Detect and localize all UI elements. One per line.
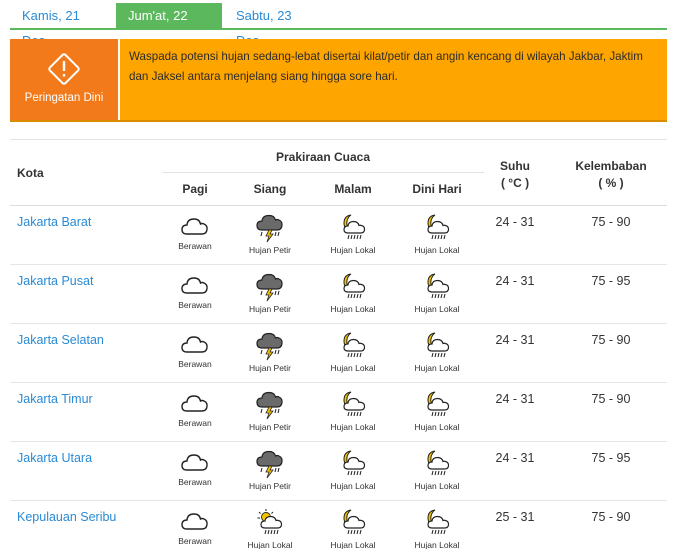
forecast-cell-siang — [230, 272, 310, 314]
forecast-label: Hujan Petir — [248, 422, 292, 432]
temperature-value: 25 - 31 — [495, 510, 535, 524]
tab-sabtu[interactable]: Sabtu, 23 — [236, 8, 292, 23]
humidity-value: 75 - 95 — [591, 451, 631, 465]
forecast-cell-malam — [313, 272, 393, 314]
forecast-cell-malam — [313, 213, 393, 255]
forecast-cell-pagi — [155, 272, 235, 310]
city-link[interactable]: Jakarta Barat — [17, 215, 92, 229]
moon-rain-icon — [397, 508, 477, 538]
temperature-value: 24 - 31 — [495, 451, 535, 465]
forecast-label: Hujan Lokal — [247, 540, 293, 549]
forecast-cell-pagi — [155, 508, 235, 546]
thunderstorm-icon — [230, 272, 310, 302]
city-link[interactable]: Jakarta Pusat — [17, 274, 94, 288]
forecast-label: Hujan Petir — [248, 245, 292, 255]
forecast-cell-siang — [230, 508, 310, 549]
early-warning-banner — [10, 39, 667, 122]
cloudy-icon — [155, 272, 235, 298]
header-prakiraan: Prakiraan Cuaca — [275, 150, 371, 164]
forecast-cell-dini-hari — [397, 213, 477, 255]
forecast-cell-siang — [230, 213, 310, 255]
header-kelembaban-label: Kelembaban — [575, 159, 647, 173]
table-header — [10, 140, 667, 206]
table-row — [10, 206, 667, 265]
moon-rain-icon — [397, 213, 477, 243]
forecast-cell-dini-hari — [397, 331, 477, 373]
forecast-label: Hujan Lokal — [414, 245, 460, 255]
thunderstorm-icon — [230, 331, 310, 361]
forecast-label: Hujan Lokal — [330, 422, 376, 432]
forecast-cell-malam — [313, 508, 393, 549]
moon-rain-icon — [313, 213, 393, 243]
cloudy-icon — [155, 390, 235, 416]
header-kelembaban — [566, 158, 656, 192]
warning-label: Peringatan Dini — [24, 92, 104, 104]
forecast-cell-siang — [230, 449, 310, 491]
humidity-value: 75 - 90 — [591, 215, 631, 229]
thunderstorm-icon — [230, 213, 310, 243]
temperature-value: 24 - 31 — [495, 215, 535, 229]
moon-rain-icon — [397, 331, 477, 361]
temperature-value: 24 - 31 — [495, 392, 535, 406]
forecast-label: Hujan Lokal — [414, 540, 460, 549]
sun-rain-icon — [230, 508, 310, 538]
forecast-cell-siang — [230, 390, 310, 432]
header-dini-hari: Dini Hari — [412, 182, 462, 196]
forecast-cell-malam — [313, 331, 393, 373]
thunderstorm-icon — [230, 390, 310, 420]
forecast-label: Berawan — [178, 241, 212, 251]
forecast-label: Hujan Petir — [248, 363, 292, 373]
table-row — [10, 501, 667, 549]
forecast-label: Hujan Lokal — [414, 422, 460, 432]
moon-rain-icon — [313, 331, 393, 361]
humidity-value: 75 - 90 — [591, 333, 631, 347]
forecast-cell-malam — [313, 390, 393, 432]
forecast-cell-dini-hari — [397, 272, 477, 314]
forecast-label: Berawan — [178, 477, 212, 487]
table-row — [10, 442, 667, 501]
header-malam: Malam — [334, 182, 372, 196]
tab-jumat[interactable]: Jum'at, 22 — [116, 3, 222, 28]
cloudy-icon — [155, 213, 235, 239]
moon-rain-icon — [397, 449, 477, 479]
header-kota: Kota — [17, 166, 44, 180]
forecast-label: Berawan — [178, 359, 212, 369]
forecast-label: Hujan Lokal — [330, 481, 376, 491]
header-suhu-label: Suhu — [500, 159, 530, 173]
forecast-label: Hujan Lokal — [330, 540, 376, 549]
tab-kamis[interactable]: Kamis, 21 — [22, 8, 80, 23]
cloudy-icon — [155, 508, 235, 534]
city-link[interactable]: Kepulauan Seribu — [17, 510, 117, 524]
warning-text: Waspada potensi hujan sedang-lebat disertai kilat/petir dan angin kencang di wilayah Jakbar, Jaktim dan Jaksel antara menjelang siang hingga sore hari. — [129, 50, 643, 83]
forecast-label: Berawan — [178, 300, 212, 310]
header-kelembaban-unit: ( % ) — [598, 176, 624, 190]
forecast-label: Hujan Petir — [248, 481, 292, 491]
moon-rain-icon — [313, 272, 393, 302]
divider — [118, 39, 120, 120]
forecast-cell-dini-hari — [397, 449, 477, 491]
forecast-label: Hujan Lokal — [330, 245, 376, 255]
forecast-table — [10, 139, 667, 549]
thunderstorm-icon — [230, 449, 310, 479]
table-row — [10, 383, 667, 442]
warning-label-box — [10, 39, 118, 120]
city-link[interactable]: Jakarta Selatan — [17, 333, 104, 347]
forecast-label: Berawan — [178, 418, 212, 428]
header-siang: Siang — [253, 182, 287, 196]
header-suhu — [475, 158, 555, 192]
forecast-cell-pagi — [155, 390, 235, 428]
city-link[interactable]: Jakarta Utara — [17, 451, 93, 465]
warning-icon — [46, 51, 82, 87]
forecast-label: Hujan Lokal — [414, 363, 460, 373]
forecast-label: Hujan Lokal — [414, 481, 460, 491]
humidity-value: 75 - 90 — [591, 392, 631, 406]
day-tabs — [10, 3, 667, 30]
cloudy-icon — [155, 331, 235, 357]
forecast-cell-pagi — [155, 449, 235, 487]
humidity-value: 75 - 90 — [591, 510, 631, 524]
moon-rain-icon — [313, 390, 393, 420]
humidity-value: 75 - 95 — [591, 274, 631, 288]
table-row — [10, 265, 667, 324]
table-row — [10, 324, 667, 383]
forecast-cell-siang — [230, 331, 310, 373]
header-suhu-unit: ( °C ) — [500, 176, 530, 190]
temperature-value: 24 - 31 — [495, 333, 535, 347]
header-pagi: Pagi — [182, 182, 208, 196]
forecast-label: Hujan Lokal — [330, 304, 376, 314]
moon-rain-icon — [397, 272, 477, 302]
table-body — [10, 206, 667, 549]
moon-rain-icon — [397, 390, 477, 420]
city-link[interactable]: Jakarta Timur — [17, 392, 93, 406]
header-divider — [162, 172, 484, 173]
forecast-label: Hujan Petir — [248, 304, 292, 314]
forecast-cell-pagi — [155, 331, 235, 369]
temperature-value: 24 - 31 — [495, 274, 535, 288]
forecast-label: Hujan Lokal — [330, 363, 376, 373]
moon-rain-icon — [313, 508, 393, 538]
forecast-cell-dini-hari — [397, 390, 477, 432]
forecast-cell-dini-hari — [397, 508, 477, 549]
forecast-cell-malam — [313, 449, 393, 491]
cloudy-icon — [155, 449, 235, 475]
forecast-label: Berawan — [178, 536, 212, 546]
moon-rain-icon — [313, 449, 393, 479]
forecast-label: Hujan Lokal — [414, 304, 460, 314]
forecast-cell-pagi — [155, 213, 235, 251]
